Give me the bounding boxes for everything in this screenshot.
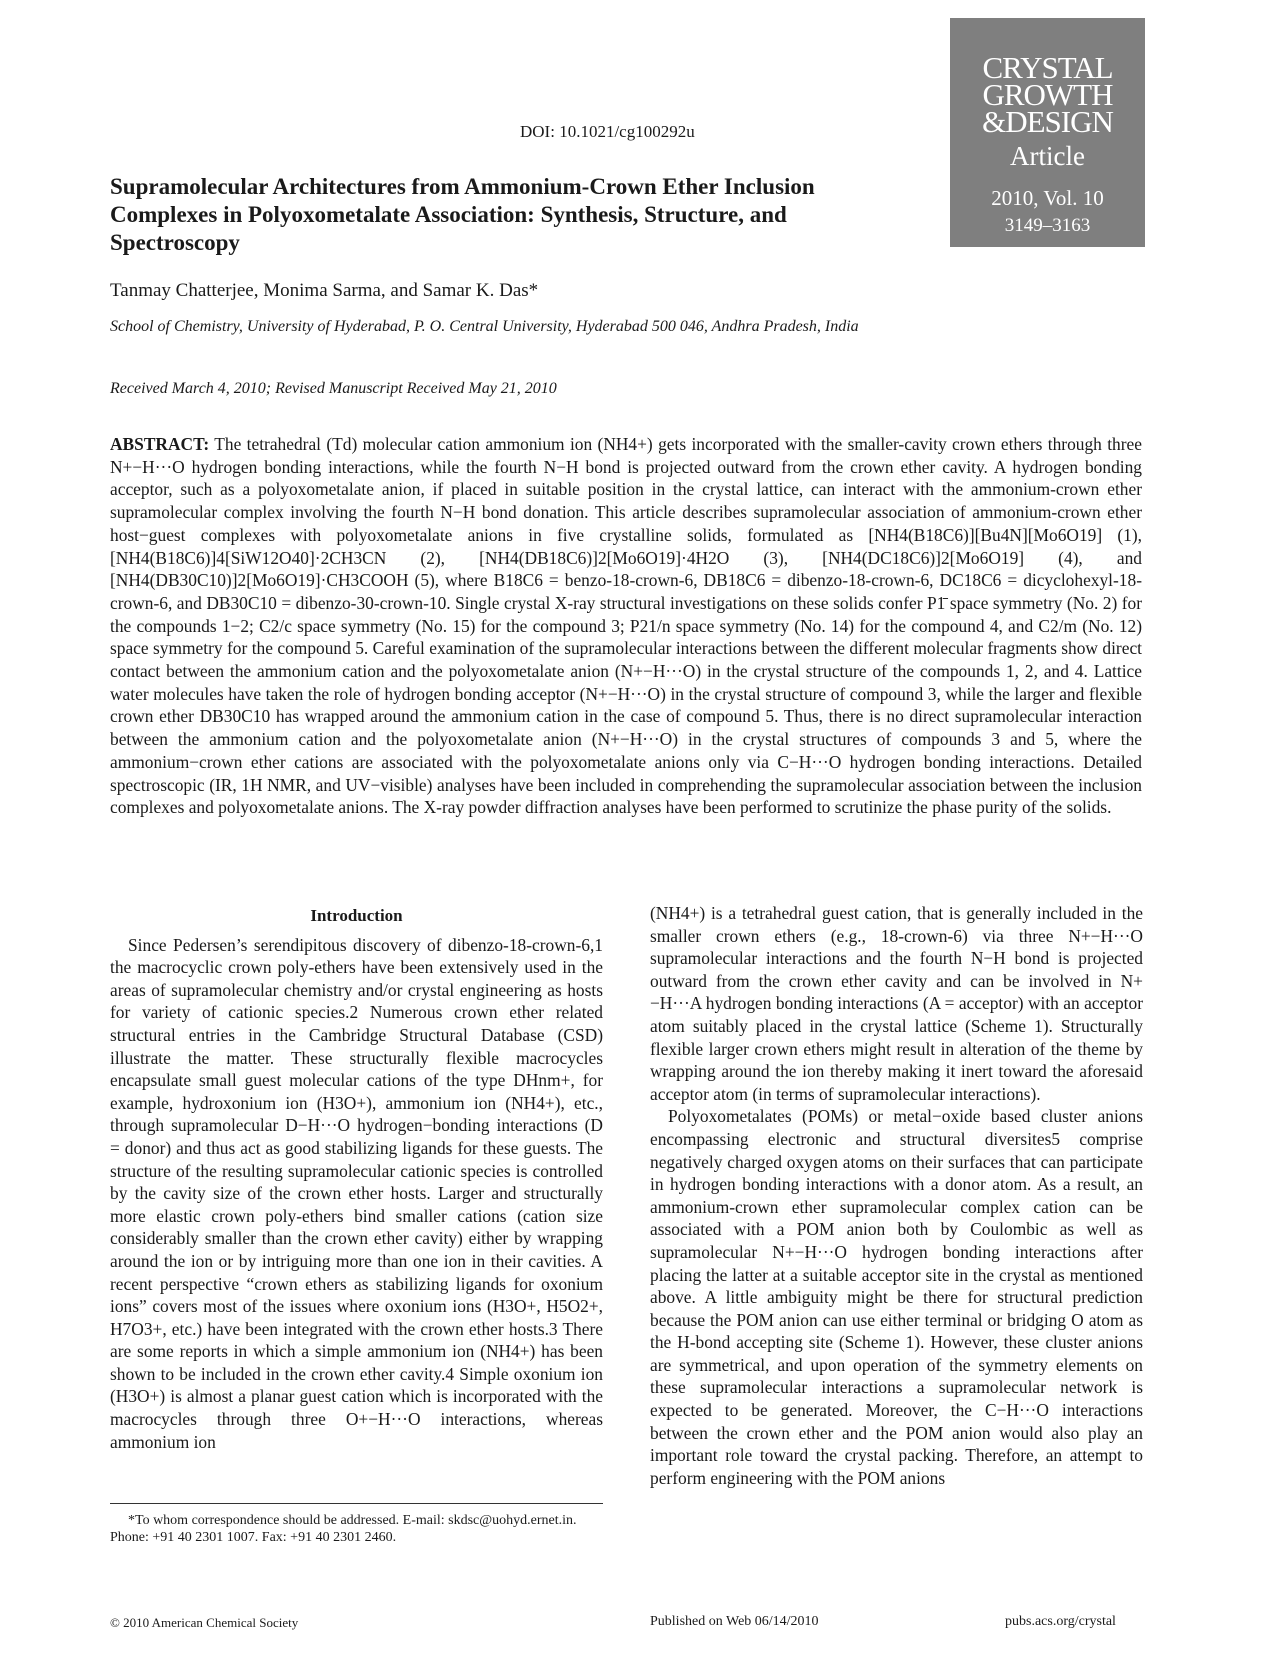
article-title: Supramolecular Architectures from Ammonium-Crown Ether Inclusion Complexes in Polyoxometalate Association: Synthesis, Structure, and Spectroscopy: [110, 174, 815, 255]
authors: Tanmay Chatterjee, Monima Sarma, and Samar K. Das*: [110, 280, 539, 301]
journal-url[interactable]: pubs.acs.org/crystal: [1005, 1614, 1116, 1629]
article-type: Article: [1010, 141, 1085, 171]
footnote: *To whom correspondence should be addressed. E-mail: skdsc@uohyd.ernet.in. Phone: +91 40 2301 1007. Fax: +91 40 2301 2460.: [110, 1513, 577, 1545]
abstract: [110, 433, 1142, 819]
footnote-divider: [110, 1503, 603, 1504]
journal-badge: [950, 18, 1145, 247]
journal-pages: 3149–3163: [1004, 215, 1091, 236]
affiliation: School of Chemistry, University of Hyderabad, P. O. Central University, Hyderabad 500 046, Andhra Pradesh, India: [110, 318, 859, 335]
doi: DOI: 10.1021/cg100292u: [520, 122, 695, 141]
abstract-label: ABSTRACT:: [110, 434, 210, 454]
journal-volume: 2010, Vol. 10: [991, 186, 1104, 210]
copyright: © 2010 American Chemical Society: [110, 1615, 299, 1630]
paragraph: (NH4+) is a tetrahedral guest cation, that is generally included in the smaller crown ethers (e.g., 18-crown-6) via three N+−H···O supramolecular interactions and the fourth N−H bond is projected outward from the crown ether cavity and can be involved in N+−H···A hydrogen bonding interactions (A = acceptor) with an acceptor atom suitably placed in the crystal lattice (Scheme 1). Structurally flexible larger crown ethers might result in alteration of the theme by wrapping around the ion thereby making it inert toward the aforesaid acceptor atom (in terms of supramolecular interactions).: [650, 903, 1143, 1104]
journal-name: CRYSTAL GROWTH &DESIGN: [982, 50, 1113, 139]
paragraph: Polyoxometalates (POMs) or metal−oxide based cluster anions encompassing electronic and structural diversites5 comprise negatively charged oxygen atoms on their surfaces that can participate in hydrogen bonding interactions with a donor atom. As a result, an ammonium-crown ether supramolecular complex cation can be associated with a POM anion both by Coulombic as well as supramolecular N+−H···O hydrogen bonding interactions after placing the latter at a suitable acceptor site in the crystal as mentioned above. A little ambiguity might be there for structural prediction because the POM anion can use either terminal or bridging O atom as the H-bond accepting site (Scheme 1). However, these cluster anions are symmetrical, and upon operation of the symmetry elements on these supramolecular interactions a supramolecular network is expected to be generated. Moreover, the C−H···O interactions between the crown ether and the POM anion would also play an important role toward the crystal packing. Therefore, an attempt to perform engineering with the POM anions: [650, 1106, 1143, 1488]
right-column: [650, 902, 1143, 1489]
received-dates: Received March 4, 2010; Revised Manuscript Received May 21, 2010: [110, 380, 557, 397]
section-heading: Introduction: [310, 906, 403, 925]
abstract-text: The tetrahedral (Td) molecular cation ammonium ion (NH4+) gets incorporated with the smaller-cavity crown ethers through three N+−H···O hydrogen bonding interactions, while the fourth N−H bond is projected outward from the crown ether cavity. A hydrogen bonding acceptor, such as a polyoxometalate anion, if placed in suitable position in the crystal lattice, can interact with the ammonium-crown ether supramolecular complex involving the fourth N−H bond donation. This article describes supramolecular association of ammonium-crown ether host−guest complexes with polyoxometalate anions in five crystalline solids, formulated as [NH4(B18C6)][Bu4N][Mo6O19] (1), [NH4(B18C6)]4[SiW12O40]·2CH3CN (2), [NH4(DB18C6)]2[Mo6O19]·4H2O (3), [NH4(DC18C6)]2[Mo6O19] (4), and [NH4(DB30C10)]2[Mo6O19]·CH3COOH (5), where B18C6 = benzo-18-crown-6, DB18C6 = dibenzo-18-crown-6, DC18C6 = dicyclohexyl-18-crown-6, and DB30C10 = dibenzo-30-crown-10. Single crystal X-ray structural investigations on these solids confer P1̄ space symmetry (No. 2) for the compounds 1−2; C2/c space symmetry (No. 15) for the compound 3; P21/n space symmetry (No. 14) for the compound 4, and C2/m (No. 12) space symmetry for the compound 5. Careful examination of the supramolecular interactions between the different molecular fragments show direct contact between the ammonium cation and the polyoxometalate anion (N+−H···O) in the crystal structure of the compounds 1, 2, and 4. Lattice water molecules have taken the role of hydrogen bonding acceptor (N+−H···O) in the crystal structure of compound 3, while the larger and flexible crown ether DB30C10 has wrapped around the ammonium cation in the case of compound 5. Thus, there is no direct supramolecular interaction between the ammonium cation and the polyoxometalate anion (N+−H···O) in the crystal structures of compounds 3 and 5, where the ammonium−crown ether cations are associated with the polyoxometalate anions only via C−H···O hydrogen bonding interactions. Detailed spectroscopic (IR, 1H NMR, and UV−visible) analyses have been included in comprehending the supramolecular association between the inclusion complexes and polyoxometalate anions. The X-ray powder diffraction analyses have been performed to scrutinize the phase purity of the solids.: [110, 434, 1142, 818]
left-column: [110, 905, 603, 1453]
paragraph: Since Pedersen’s serendipitous discovery of dibenzo-18-crown-6,1 the macrocyclic crown poly-ethers have been extensively used in the areas of supramolecular chemistry and/or crystal engineering as hosts for variety of cationic species.2 Numerous crown ether related structural entries in the Cambridge Structural Database (CSD) illustrate the matter. These structurally flexible macrocycles encapsulate small guest molecular cations of the type DHnm+, for example, hydroxonium ion (H3O+), ammonium ion (NH4+), etc., through supramolecular D−H···O hydrogen−bonding interactions (D = donor) and thus act as good stabilizing ligands for these guests. The structure of the resulting supramolecular cationic species is controlled by the cavity size of the crown ether hosts. Larger and structurally more elastic crown poly-ethers bind smaller cations (cation size considerably smaller than the crown ether cavity) either by wrapping around the ion or by intriguing more than one ion in their cavities. A recent perspective “crown ethers as stabilizing ligands for oxonium ions” covers most of the issues where oxonium ions (H3O+, H5O2+, H7O3+, etc.) have been integrated with the crown ether hosts.3 There are some reports in which a simple ammonium ion (NH4+) has been shown to be included in the crown ether cavity.4 Simple oxonium ion (H3O+) is almost a planar guest cation which is incorporated with the macrocycles through three O+−H···O interactions, whereas ammonium ion: [110, 934, 603, 1452]
published-date: Published on Web 06/14/2010: [650, 1614, 819, 1629]
